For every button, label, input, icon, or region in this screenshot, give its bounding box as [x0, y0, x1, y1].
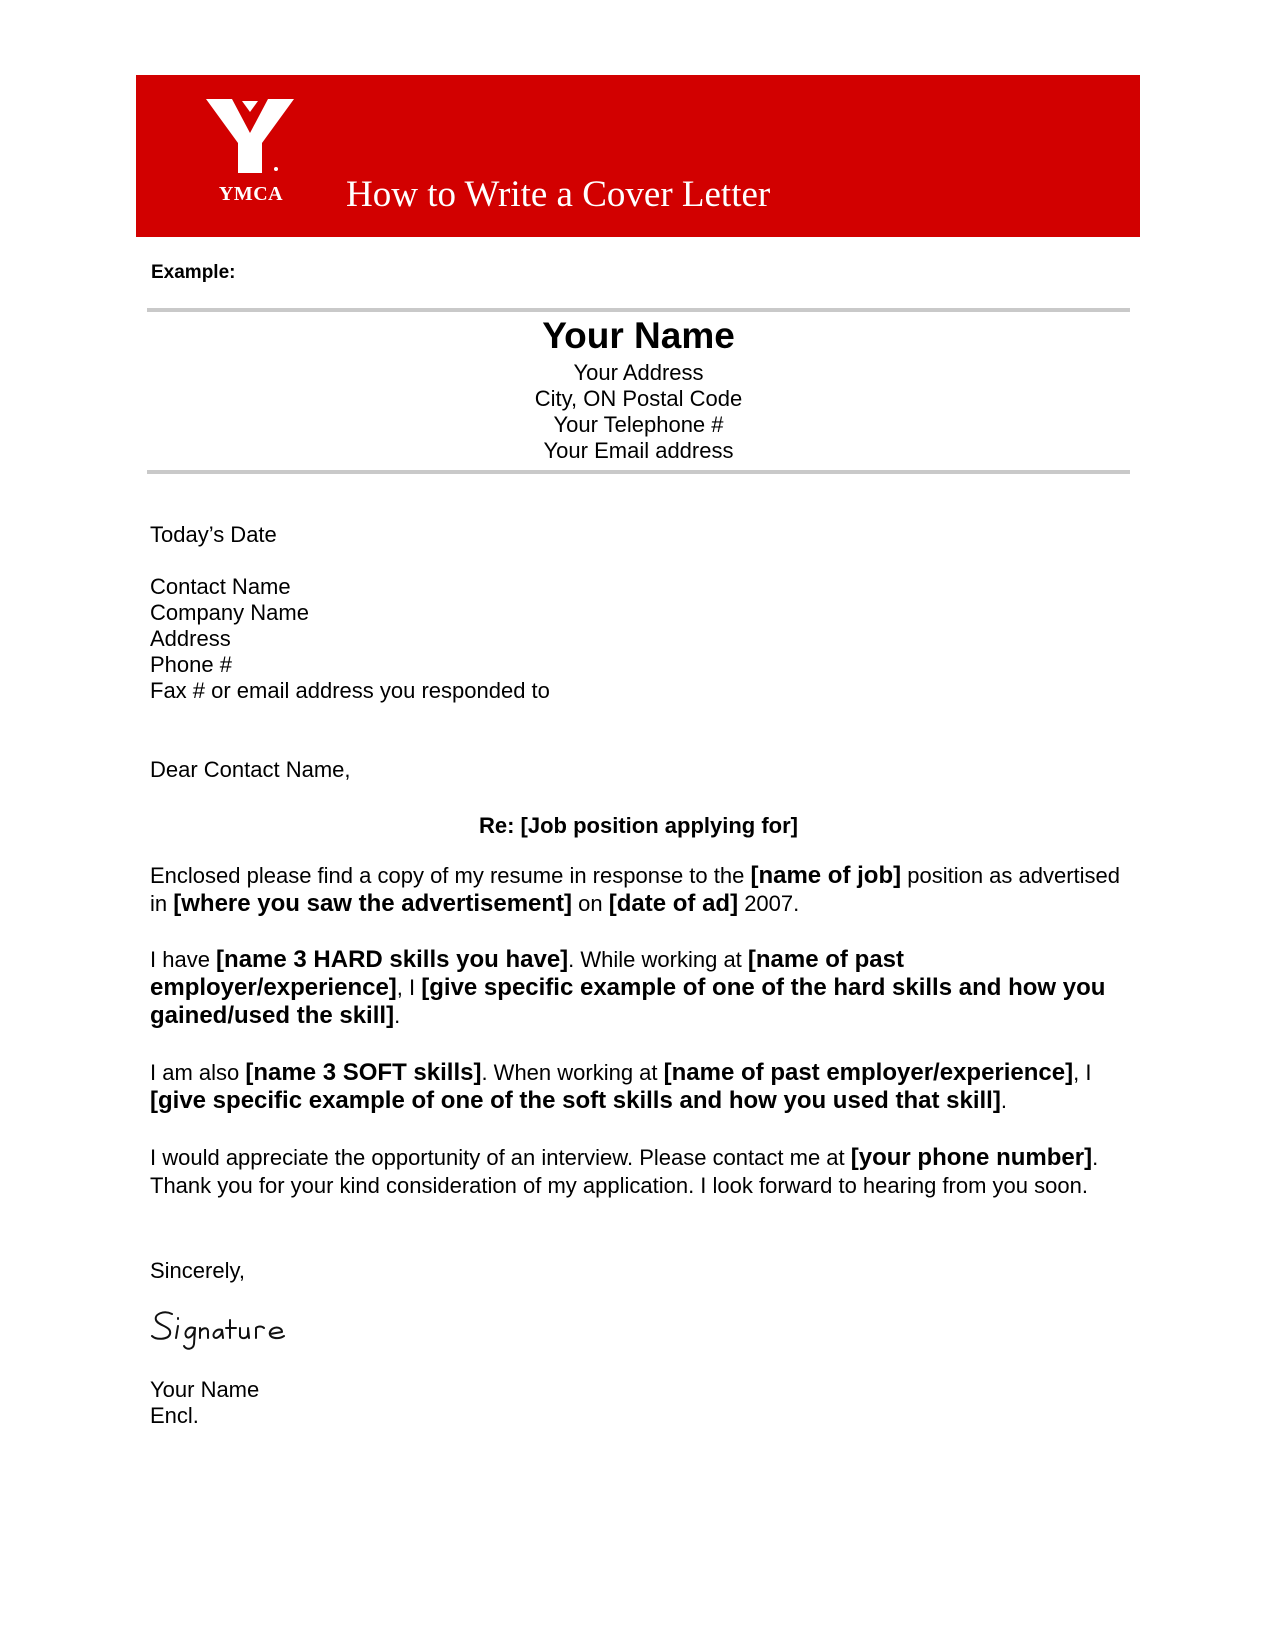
sender-city: City, ON Postal Code [534, 386, 743, 411]
header-banner [136, 75, 1140, 237]
logo-text: YMCA [218, 183, 284, 205]
signer-name: Your Name [150, 1377, 260, 1402]
ymca-y-icon [204, 97, 298, 175]
signature-icon [150, 1300, 320, 1355]
letterhead [147, 312, 1130, 464]
subject-line: Re: [Job position applying for] [479, 813, 798, 838]
recipient-company: Company Name [150, 600, 309, 625]
bottom-divider [147, 470, 1130, 474]
ymca-logo [192, 97, 310, 217]
recipient-address: Address [150, 626, 231, 651]
closing: Sincerely, [150, 1258, 245, 1283]
paragraph-hard-skills: I have [name 3 HARD skills you have]. While working at [name of past employer/experience], I [give specific example of one of the hard skills and how you gained/used the skill]. [150, 946, 1106, 1029]
paragraph-closing: I would appreciate the opportunity of an interview. Please contact me at [your phone number]. Thank you for your kind consideration of my application. I look forward to hearing from you soon. [150, 1144, 1099, 1198]
paragraph-intro: Enclosed please find a copy of my resume in response to the [name of job] position as advertised in [where you saw the advertisement] on [date of ad] 2007. [150, 862, 1121, 917]
salutation: Dear Contact Name, [150, 757, 351, 782]
recipient-fax: Fax # or email address you responded to [150, 678, 550, 703]
sender-address: Your Address [573, 360, 704, 385]
recipient-contact: Contact Name [150, 574, 291, 599]
paragraph-soft-skills: I am also [name 3 SOFT skills]. When working at [name of past employer/experience], I [give specific example of one of the soft skills and how you used that skill]. [150, 1059, 1092, 1114]
recipient-phone: Phone # [150, 652, 232, 677]
sender-email: Your Email address [543, 438, 734, 463]
signature [150, 1300, 320, 1360]
page-title: How to Write a Cover Letter [346, 174, 771, 215]
sender-name: Your Name [542, 315, 735, 356]
letter-date: Today’s Date [150, 522, 277, 547]
example-label: Example: [151, 262, 236, 283]
enclosure: Encl. [150, 1403, 199, 1428]
sender-telephone: Your Telephone # [553, 412, 724, 437]
